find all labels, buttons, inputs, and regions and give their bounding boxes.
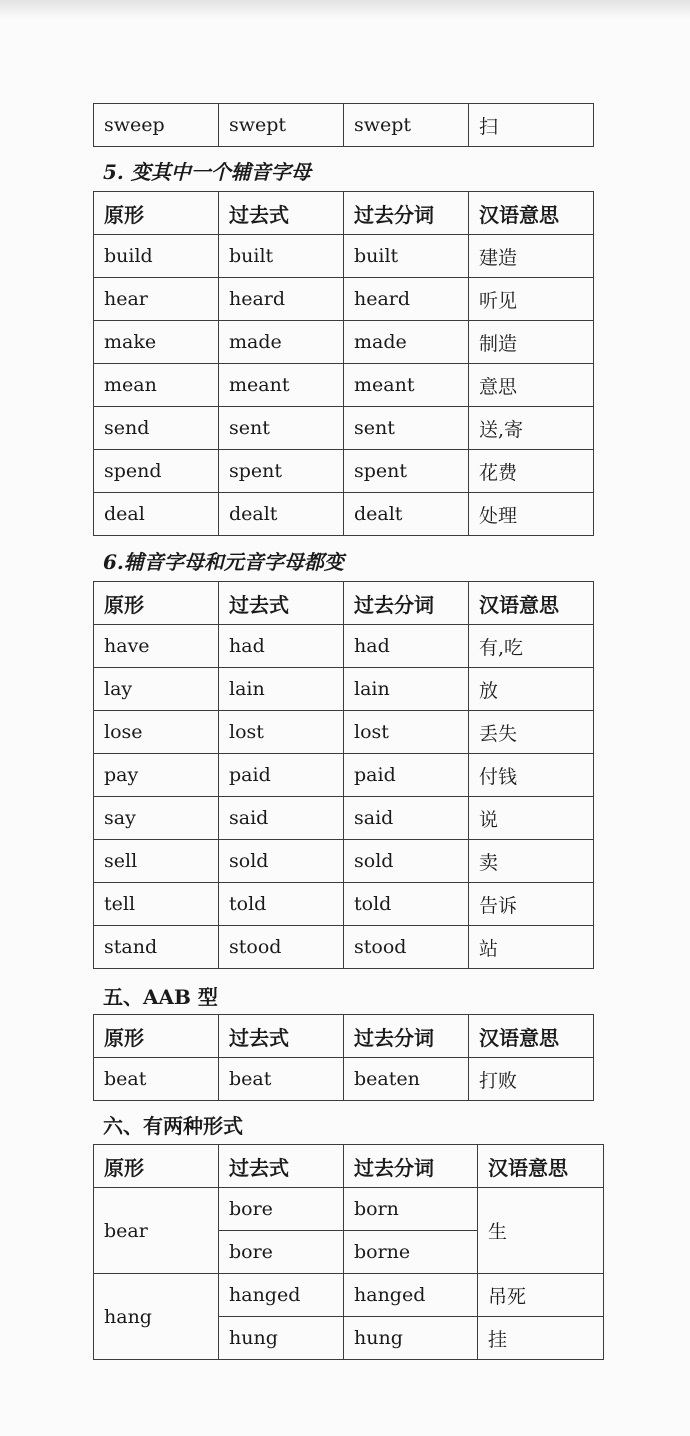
section-aab-table (93, 1014, 594, 1101)
past-participle-cell: lost (344, 711, 469, 754)
base-form-cell: bear (94, 1188, 219, 1274)
table-row (94, 450, 594, 493)
table-row (94, 883, 594, 926)
table-row (94, 926, 594, 969)
past-tense-cell: paid (219, 754, 344, 797)
past-participle-cell: sold (344, 840, 469, 883)
meaning-cell: 告诉 (469, 883, 594, 926)
section-aab-heading: 五、AAB 型 (103, 985, 218, 1009)
past-participle-cell: hanged (344, 1274, 478, 1317)
table-row (94, 1274, 604, 1317)
past-tense-cell: dealt (219, 493, 344, 536)
base-form-cell: deal (94, 493, 219, 536)
header-base-form: 原形 (94, 582, 219, 625)
meaning-cell: 制造 (469, 321, 594, 364)
base-form-cell: sell (94, 840, 219, 883)
meaning-cell: 扫 (469, 104, 594, 147)
past-tense-cell: bore (219, 1231, 344, 1274)
meaning-cell: 放 (469, 668, 594, 711)
meaning-cell: 吊死 (478, 1274, 604, 1317)
table-row (94, 668, 594, 711)
base-form-cell: build (94, 235, 219, 278)
past-tense-cell: built (219, 235, 344, 278)
header-past-tense: 过去式 (219, 192, 344, 235)
section-two-forms-heading: 六、有两种形式 (103, 1114, 243, 1138)
section-5-heading: 5. 变其中一个辅音字母 (103, 160, 311, 184)
base-form-cell: lay (94, 668, 219, 711)
past-tense-cell: said (219, 797, 344, 840)
header-past-participle: 过去分词 (344, 192, 469, 235)
past-tense-cell: heard (219, 278, 344, 321)
past-tense-cell: told (219, 883, 344, 926)
base-form-cell: pay (94, 754, 219, 797)
past-participle-cell: borne (344, 1231, 478, 1274)
meaning-cell: 听见 (469, 278, 594, 321)
past-participle-cell: heard (344, 278, 469, 321)
past-participle-cell: hung (344, 1317, 478, 1360)
header-past-participle: 过去分词 (344, 1015, 469, 1058)
table-row (94, 321, 594, 364)
past-tense-cell: lost (219, 711, 344, 754)
past-tense-cell: hanged (219, 1274, 344, 1317)
header-base-form: 原形 (94, 1145, 219, 1188)
header-past-tense: 过去式 (219, 1145, 344, 1188)
header-past-participle: 过去分词 (344, 1145, 478, 1188)
base-form-cell: say (94, 797, 219, 840)
base-form-cell: have (94, 625, 219, 668)
meaning-cell: 挂 (478, 1317, 604, 1360)
table-row (94, 278, 594, 321)
past-tense-cell: lain (219, 668, 344, 711)
meaning-cell: 建造 (469, 235, 594, 278)
header-past-participle: 过去分词 (344, 582, 469, 625)
past-participle-cell: said (344, 797, 469, 840)
table-row (94, 1188, 604, 1231)
past-tense-cell: sent (219, 407, 344, 450)
past-participle-cell: stood (344, 926, 469, 969)
base-form-cell: beat (94, 1058, 219, 1101)
section-6-heading: 6.辅音字母和元音字母都变 (103, 550, 344, 574)
meaning-cell: 说 (469, 797, 594, 840)
table-row (94, 1058, 594, 1101)
past-tense-cell: made (219, 321, 344, 364)
past-participle-cell: built (344, 235, 469, 278)
meaning-cell: 处理 (469, 493, 594, 536)
header-base-form: 原形 (94, 192, 219, 235)
header-row (94, 582, 594, 625)
past-participle-cell: told (344, 883, 469, 926)
past-tense-cell: spent (219, 450, 344, 493)
past-participle-cell: spent (344, 450, 469, 493)
past-tense-cell: meant (219, 364, 344, 407)
meaning-cell: 送,寄 (469, 407, 594, 450)
top-shadow-bar (0, 0, 690, 18)
table-row (94, 364, 594, 407)
header-past-tense: 过去式 (219, 1015, 344, 1058)
meaning-cell: 卖 (469, 840, 594, 883)
meaning-cell: 花费 (469, 450, 594, 493)
base-form-cell: hang (94, 1274, 219, 1360)
past-participle-cell: sent (344, 407, 469, 450)
past-participle-cell: had (344, 625, 469, 668)
section-5-table (93, 191, 594, 536)
header-row (94, 192, 594, 235)
meaning-cell: 丢失 (469, 711, 594, 754)
base-form-cell: sweep (94, 104, 219, 147)
base-form-cell: tell (94, 883, 219, 926)
past-tense-cell: hung (219, 1317, 344, 1360)
table-row (94, 797, 594, 840)
header-meaning: 汉语意思 (469, 1015, 594, 1058)
section-two-forms-table (93, 1144, 604, 1360)
table-row (94, 104, 594, 147)
past-participle-cell: paid (344, 754, 469, 797)
table-row (94, 407, 594, 450)
meaning-cell: 打败 (469, 1058, 594, 1101)
table-row (94, 493, 594, 536)
past-participle-cell: swept (344, 104, 469, 147)
meaning-cell: 有,吃 (469, 625, 594, 668)
past-tense-cell: beat (219, 1058, 344, 1101)
past-participle-cell: dealt (344, 493, 469, 536)
table-row (94, 235, 594, 278)
header-meaning: 汉语意思 (469, 582, 594, 625)
past-participle-cell: beaten (344, 1058, 469, 1101)
past-tense-cell: bore (219, 1188, 344, 1231)
past-participle-cell: made (344, 321, 469, 364)
base-form-cell: make (94, 321, 219, 364)
header-base-form: 原形 (94, 1015, 219, 1058)
meaning-cell: 站 (469, 926, 594, 969)
meaning-cell: 生 (478, 1188, 604, 1274)
header-meaning: 汉语意思 (478, 1145, 604, 1188)
table-row (94, 711, 594, 754)
base-form-cell: spend (94, 450, 219, 493)
past-tense-cell: had (219, 625, 344, 668)
section-6-table (93, 581, 594, 969)
base-form-cell: lose (94, 711, 219, 754)
header-row (94, 1015, 594, 1058)
meaning-cell: 付钱 (469, 754, 594, 797)
past-participle-cell: lain (344, 668, 469, 711)
past-tense-cell: sold (219, 840, 344, 883)
meaning-cell: 意思 (469, 364, 594, 407)
header-row (94, 1145, 604, 1188)
table-row (94, 840, 594, 883)
past-participle-cell: meant (344, 364, 469, 407)
table-row (94, 754, 594, 797)
header-meaning: 汉语意思 (469, 192, 594, 235)
base-form-cell: send (94, 407, 219, 450)
table-row (94, 625, 594, 668)
base-form-cell: hear (94, 278, 219, 321)
past-tense-cell: swept (219, 104, 344, 147)
base-form-cell: mean (94, 364, 219, 407)
header-past-tense: 过去式 (219, 582, 344, 625)
continued-table (93, 103, 594, 147)
base-form-cell: stand (94, 926, 219, 969)
past-participle-cell: born (344, 1188, 478, 1231)
past-tense-cell: stood (219, 926, 344, 969)
